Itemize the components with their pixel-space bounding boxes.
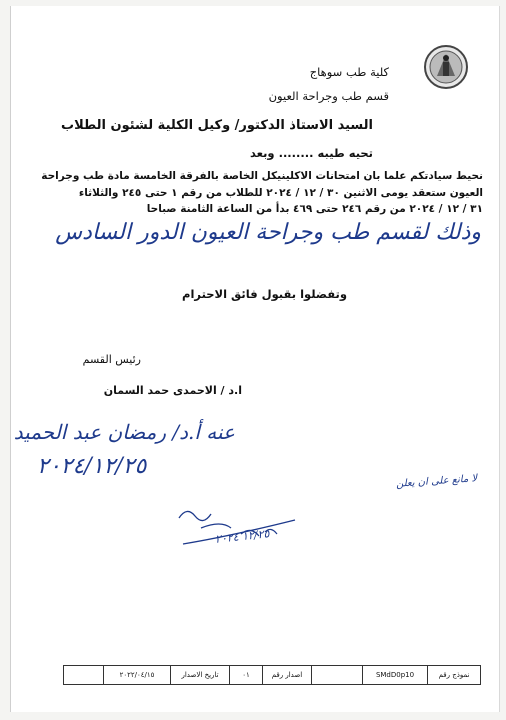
greeting: تحيه طيبه ........ وبعد <box>249 146 373 160</box>
signature-name: ا.د / الاحمدى حمد السمان <box>103 384 242 397</box>
handwritten-date: ٢٠٢٤/١٢/٢٥ <box>37 454 147 479</box>
issue-number: ٠١ <box>229 666 262 684</box>
form-info-table <box>63 665 481 685</box>
department-name: قسم طب وجراحة العيون <box>268 89 389 103</box>
form-label: نموذج رقم <box>427 666 480 684</box>
handwritten-note: وذلك لقسم طب وجراحة العيون الدور السادس <box>55 220 481 245</box>
issue-date-value: ٢٠٢٢/٠٤/١٥ <box>103 666 170 684</box>
addressee: السيد الاستاذ الدكتور/ وكيل الكلية لشئون الطلاب <box>61 118 373 133</box>
dean-approval-note: لا مانع على ان يعلن <box>395 473 478 490</box>
closing-text: وتفضلوا بقبول فائق الاحترام <box>182 287 347 301</box>
empty-cell <box>311 666 362 684</box>
body-line-1: نحيط سيادتكم علما بان امتحانات الاكلينيكل الخاصة بالفرقة الخامسة مادة طب وجراحة <box>41 170 483 182</box>
form-code: SMdD0p10 <box>362 666 427 684</box>
issue-date-label: تاريخ الاصدار <box>170 666 229 684</box>
college-name: كلية طب سوهاج <box>309 65 389 79</box>
dean-approval-date: ١٢/٢٥ ٢٠٢٤ <box>213 527 270 546</box>
university-logo-icon <box>423 42 469 92</box>
signature-title: رئيس القسم <box>82 353 141 366</box>
handwritten-signature: عنه أ.د/ رمضان عبد الحميد <box>13 420 235 444</box>
body-line-3: ٣١ / ١٢ / ٢٠٢٤ من رقم ٢٤٦ حتى ٤٦٩ بدأ من الساعة الثامنة صباحا <box>146 203 483 215</box>
empty-cell <box>64 666 103 684</box>
dean-signature-scribble <box>171 498 311 558</box>
document-page <box>10 6 500 712</box>
issue-label: اصدار رقم <box>262 666 311 684</box>
body-line-2: العيون ستعقد يومى الاثنين ٣٠ / ١٢ / ٢٠٢٤ للطلاب من رقم ١ حتى ٢٤٥ والثلاثاء <box>78 187 483 199</box>
